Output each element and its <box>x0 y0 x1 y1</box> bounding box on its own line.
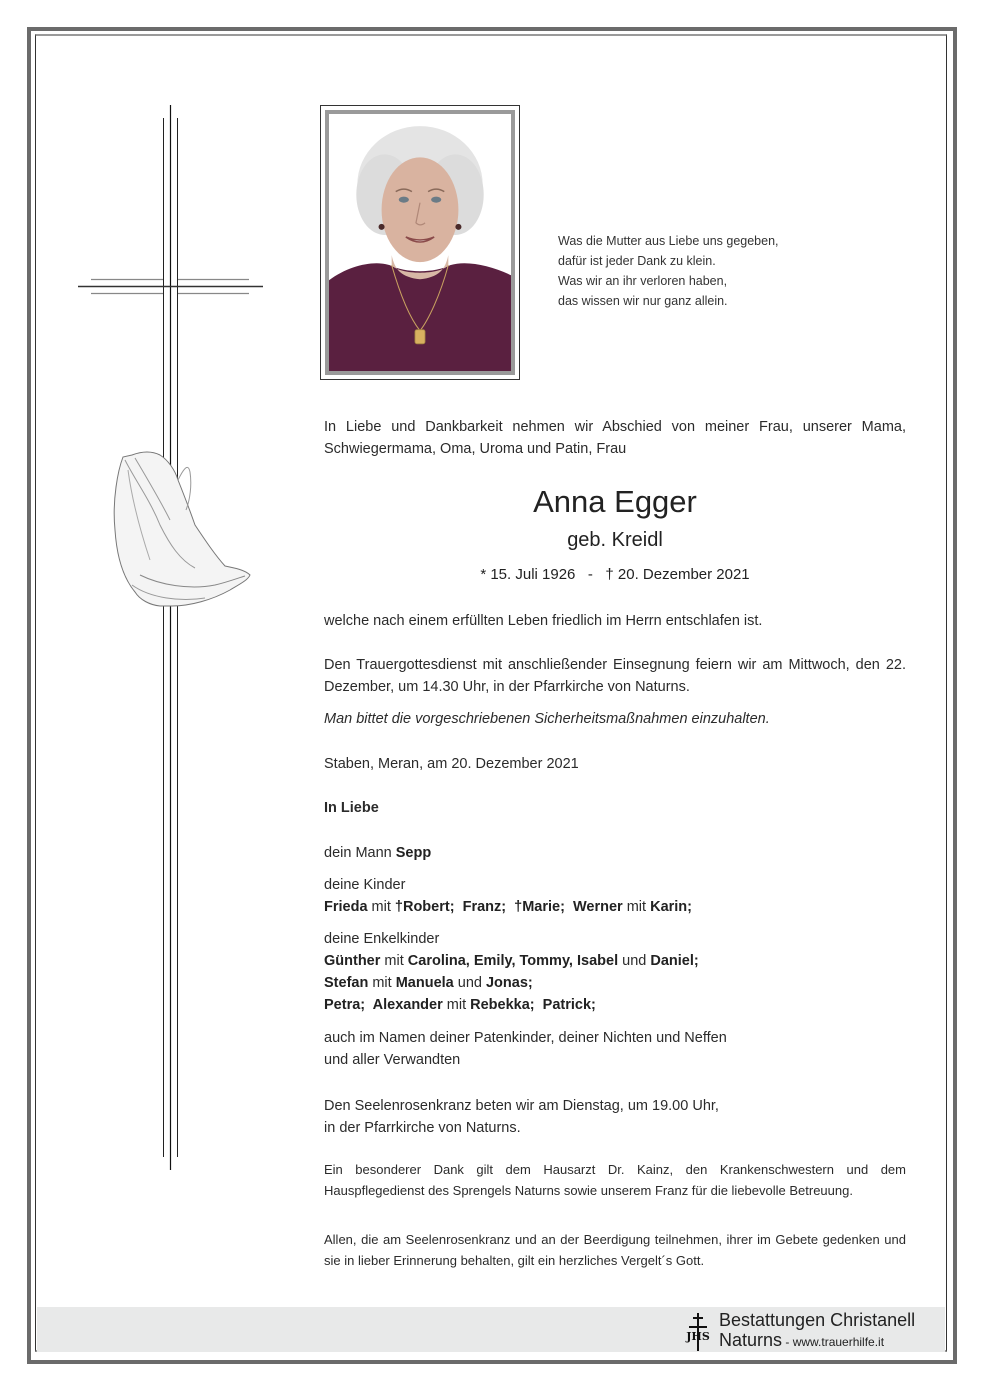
connector: und <box>618 953 651 969</box>
portrait-photo-frame <box>320 105 520 380</box>
grandchildren-line-2 <box>324 972 533 994</box>
grandchildren-line-3 <box>324 994 596 1016</box>
grandchildren-label: deine Enkelkinder <box>324 931 440 947</box>
child-name: †Marie; <box>506 899 565 915</box>
great-grandchild-name: Rebekka; <box>470 997 535 1013</box>
quote-line: dafür ist jeder Dank zu klein. <box>558 254 716 268</box>
husband-name: Sepp <box>395 845 432 861</box>
company-location <box>719 1330 884 1351</box>
rosary-line-2: in der Pfarrkirche von Naturns. <box>324 1120 521 1136</box>
portrait-photo <box>325 110 515 375</box>
intro-text: In Liebe und Dankbarkeit nehmen wir Abschied von meiner Frau, unserer Mama, Schwiegermama, Oma, Uroma und Patin, Frau <box>324 419 906 457</box>
connector: mit <box>442 997 471 1013</box>
great-grandchild-name: Manuela <box>395 975 454 991</box>
grandchild-name: Petra; <box>324 997 366 1013</box>
logo-text: JHS <box>686 1330 710 1343</box>
portrait-image <box>329 114 511 371</box>
grandchild-name: Stefan <box>324 975 369 991</box>
connector: und <box>453 975 486 991</box>
grandchildren-line-1 <box>324 950 699 972</box>
company-town: Naturns <box>719 1330 783 1350</box>
passing-text: welche nach einem erfüllten Leben friedlich im Herrn entschlafen ist. <box>324 613 763 629</box>
connector: mit <box>622 899 651 915</box>
great-grandchildren-names: Carolina, Emily, Tommy, Isabel <box>407 953 619 969</box>
life-dates: * 15. Juli 1926 - † 20. Dezember 2021 <box>480 566 750 583</box>
others-line-2: und aller Verwandten <box>324 1052 461 1068</box>
children-label: deine Kinder <box>324 877 406 893</box>
rosary-line-1: Den Seelenrosenkranz beten wir am Dienstag, um 19.00 Uhr, <box>324 1098 719 1114</box>
husband-line <box>324 842 431 864</box>
memorial-quote <box>558 231 779 311</box>
grandchild-name: Günther <box>324 953 381 969</box>
connector: mit <box>380 953 408 969</box>
children-line <box>324 896 692 918</box>
cross-icon <box>0 0 300 1200</box>
place-date: Staben, Meran, am 20. Dezember 2021 <box>324 756 579 772</box>
child-partner: †Robert; <box>394 899 455 915</box>
grandchild-name: Patrick; <box>534 997 596 1013</box>
connector: mit <box>368 975 396 991</box>
closing-text: Allen, die am Seelenrosenkranz und an der Beerdigung teilnehmen, ihrer im Gebete gedenken und sie in lieber Erinnerung behalten, gilt ein herzliches Vergelt´s Gott. <box>324 1232 906 1268</box>
connector: mit <box>367 899 395 915</box>
child-partner: Karin; <box>650 899 692 915</box>
child-name: Werner <box>564 899 623 915</box>
grandchild-name: Alexander <box>365 997 443 1013</box>
safety-note: Man bittet die vorgeschriebenen Sicherheitsmaßnahmen einzuhalten. <box>324 711 770 727</box>
cross-lines <box>78 105 263 1170</box>
jhs-cross-logo-icon <box>683 1312 713 1352</box>
company-url[interactable]: - www.trauerhilfe.it <box>782 1335 885 1349</box>
in-love-heading: In Liebe <box>324 800 379 816</box>
quote-line: Was wir an ihr verloren haben, <box>558 274 728 288</box>
funeral-text: Den Trauergottesdienst mit anschließender Einsegnung feiern wir am Mittwoch, den 22. Dezember, um 14.30 Uhr, in der Pfarrkirche von Naturns. <box>324 657 906 695</box>
great-grandchild-name: Daniel; <box>650 953 699 969</box>
child-name: Franz; <box>454 899 507 915</box>
thanks-text: Ein besonderer Dank gilt dem Hausarzt Dr. Kainz, den Krankenschwestern und dem Hauspflegedienst des Sprengels Naturns sowie unserem Franz für die liebevolle Betreuung. <box>324 1162 906 1198</box>
quote-line: Was die Mutter aus Liebe uns gegeben, <box>558 234 779 248</box>
husband-prefix: dein Mann <box>324 845 396 861</box>
others-line-1: auch im Namen deiner Patenkinder, deiner Nichten und Neffen <box>324 1030 727 1046</box>
quote-line: das wissen wir nur ganz allein. <box>558 294 728 308</box>
great-grandchild-name: Jonas; <box>485 975 533 991</box>
child-name: Frieda <box>324 899 368 915</box>
maiden-name: geb. Kreidl <box>567 529 663 551</box>
praying-hands-icon <box>114 452 250 606</box>
company-name: Bestattungen Christanell <box>719 1310 916 1330</box>
deceased-name: Anna Egger <box>533 484 697 519</box>
